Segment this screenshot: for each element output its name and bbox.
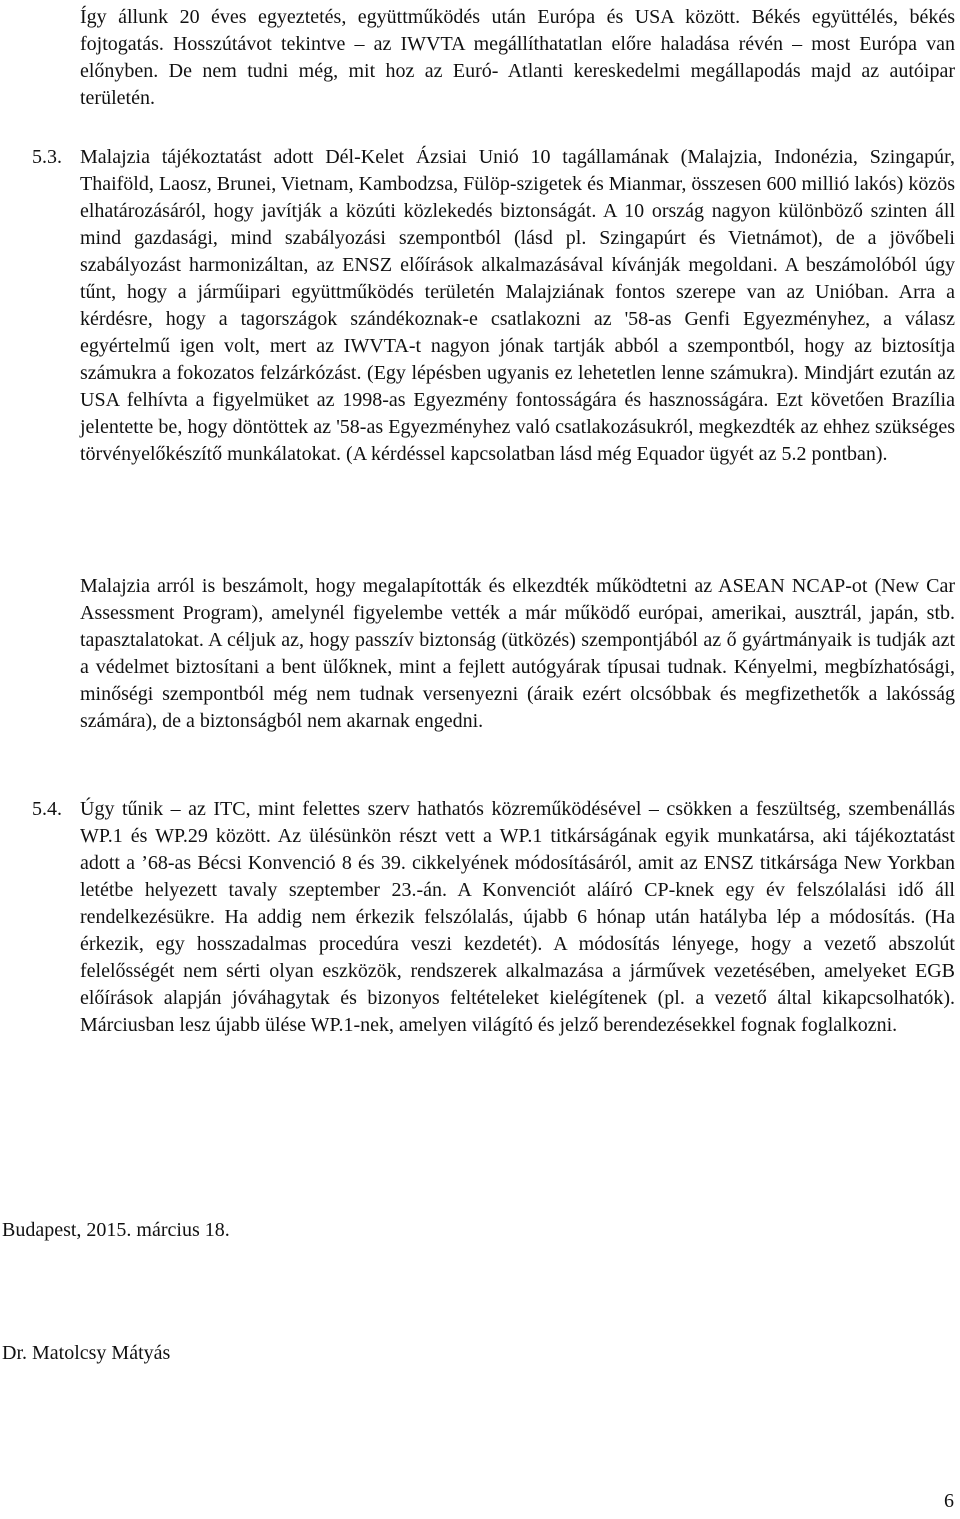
section-number: 5.3. [32, 146, 62, 168]
section-5-3-continuation: Malajzia arról is beszámolt, hogy megalapították és elkezdték működtetni az ASEAN NCAP-ot (New Car Assessment Program), amelynél figyelembe vették a már működő európai, amerikai, ausztrál, japán, stb. tapasztalatokat. A céljuk az, hogy passzív biztonság (ütközés) szempontjából az ő gyártmányaik is tudják azt a védelmet biztosítani a bent ülőknek, mint a fejlett autógyárak típusai tudnak. Kényelmi, megbízhatósági, minőségi szempontból még nem tudnak versenyezni (áraik ezért olcsóbbak és megfizethetők a lakósság számára), de a biztonságból nem akarnak engedni. [80, 575, 955, 732]
section-text: Malajzia tájékoztatást adott Dél-Kelet Ázsiai Unió 10 tagállamának (Malajzia, Indonézia, Szingapúr, Thaiföld, Laosz, Brunei, Vietnam, Kambodzsa, Fülöp-szigetek és Mianmar, összesen 600 millió lakós) közös elhatározásáról, hogy javítják a közúti közlekedés biztonságát. A 10 ország nagyon különböző szinten áll mind gazdasági, mind szabályozási szempontból (lásd pl. Szingapúrt és Vietnámot), de a jövőbeli szabályozást harmonizáltan, az ENSZ előírások alkalmazásával kívánják megoldani. A beszámolóból úgy tűnt, hogy a járműipari együttműködés területén Malajziának fontos szerepe van az Unióban. Arra a kérdésre, hogy a tagországok szándékoznak-e csatlakozni az '58-as Genfi Egyezményhez, a válasz egyértelmű igen volt, mert az IWVTA-t nagyon jónak tartják abból a szempontból, hogy az biztosítja számukra a fokozatos felzárkózást. (Egy lépésben ugyanis ez lehetetlen lenne számukra). Mindjárt ezután az USA felhívta a figyelmüket az 1998-as Egyezmény fontosságára és hasznosságára. Ezt követően Brazília jelentette be, hogy döntöttek az '58-as Egyezményhez való csatlakozásukról, megkezdték az ehhez szükséges törvényelőkészítő munkálatokat. (A kérdéssel kapcsolatban lásd még Equador ügyét az 5.2 pontban). [80, 146, 955, 465]
section-number: 5.4. [32, 798, 62, 820]
intro-paragraph: Így állunk 20 éves egyeztetés, együttműködés után Európa és USA között. Békés együttélés, békés fojtogatás. Hosszútávot tekintve – az IWVTA megállíthatatlan előre haladása révén – most Európa van előnyben. De nem tudni még, mit hoz az Euró- Atlanti kereskedelmi megállapodás majd az autóipar területén. [80, 6, 955, 109]
section-5-3-paragraph [32, 144, 955, 468]
place-date: Budapest, 2015. március 18. [2, 1219, 230, 1241]
section-5-4-paragraph [32, 796, 955, 1039]
page-number: 6 [944, 1490, 954, 1512]
signature-name: Dr. Matolcsy Mátyás [2, 1342, 171, 1364]
section-text: Úgy tűnik – az ITC, mint felettes szerv hathatós közreműködésével – csökken a feszültség, szembenállás WP.1 és WP.29 között. Az ülésünkön részt vett a WP.1 titkárságának egyik munkatársa, aki tájékoztatást adott a ’68-as Bécsi Konvenció 8 és 39. cikkelyének módosításáról, amit az ENSZ titkársága New Yorkban letétbe helyezett tavaly szeptember 23.-án. A Konvenciót aláíró CP-knek egy év felszólalási idő áll rendelkezésükre. Ha addig nem érkezik felszólalás, újabb 6 hónap után hatályba lép a módosítás. (Ha érkezik, egy hosszadalmas procedúra veszi kezdetét). A módosítás lényege, hogy a vezető abszolút felelősségét nem sérti olyan eszközök, rendszerek alkalmazása a járművek vezetésében, amelyeket EGB előírások alapján jóváhagytak és bizonyos feltételeket kielégítenek (pl. a vezető által kikapcsolhatók). Márciusban lesz újabb ülése WP.1-nek, amelyen világító és jelző berendezésekkel fognak foglalkozni. [80, 798, 955, 1036]
